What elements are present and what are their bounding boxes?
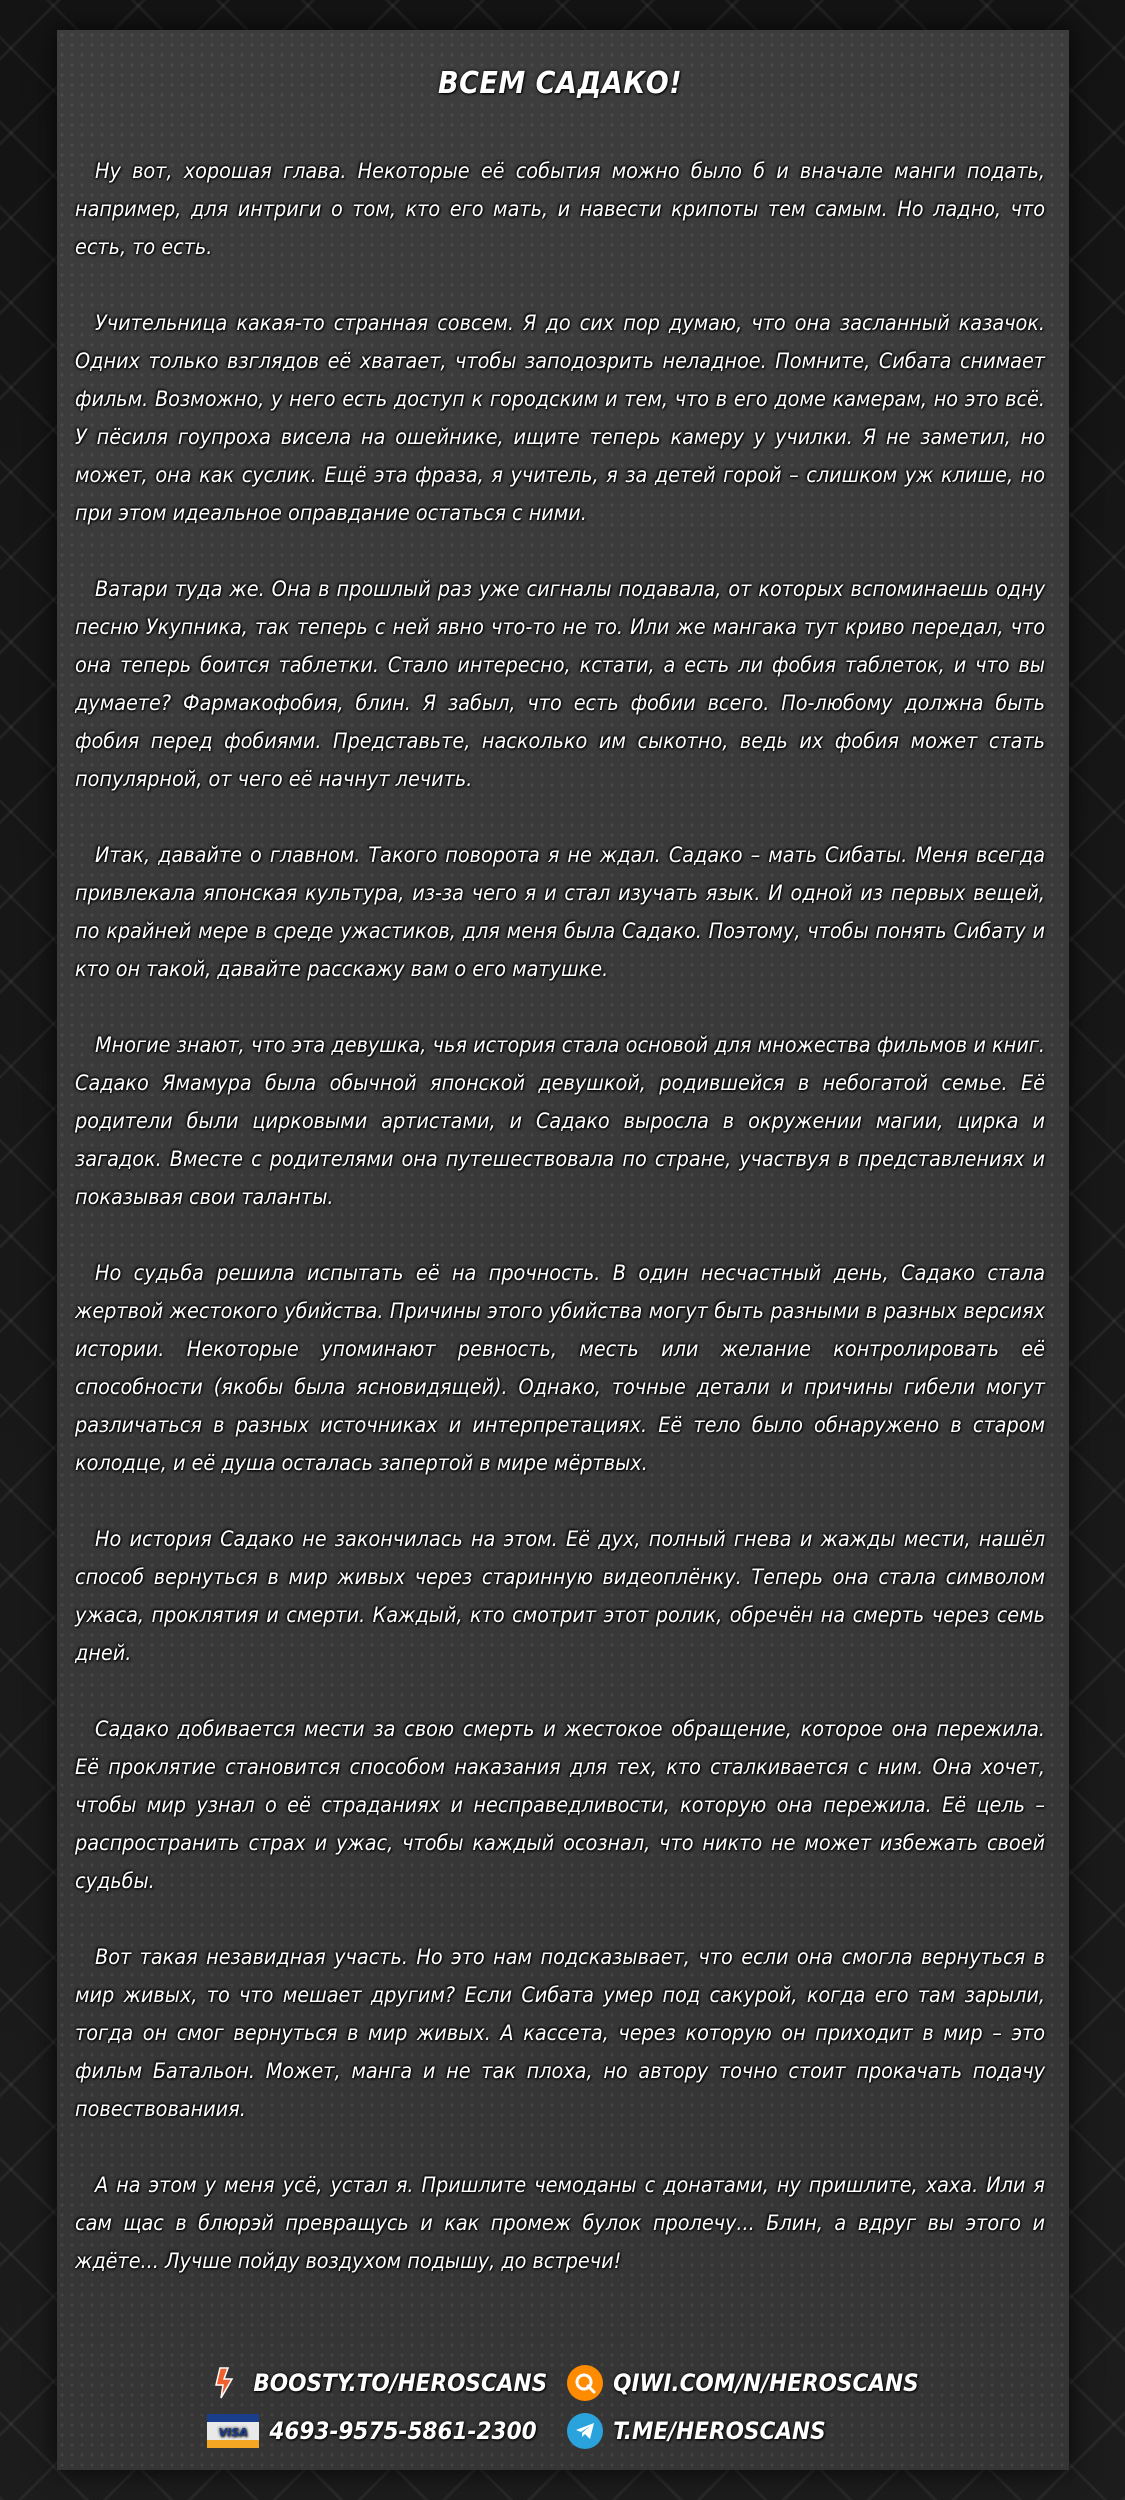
paragraph: Но судьба решила испытать её на прочность. В один несчастный день, Садако стала жертвой жестокого убийства. Причины этого убийства могут быть разными в разных версиях истории. Некоторые упоминают ревность, месть или желание контролировать её способности (якобы была ясновидящей). Однако, точные детали и причины гибели могут различаться в разных источниках и интерпретациях. Её тело было обнаружено в старом колодце, и её душа осталась запертой в мире мёртвых. [75,1261,1045,1476]
qiwi-icon [567,2365,603,2401]
card-number-label: 4693-9575-5861-2300 [269,2417,537,2445]
paragraph: Садако добивается мести за свою смерть и жестокое обращение, которое она пережила. Её проклятие становится способом наказания для тех, кто сталкивается с ним. Она хочет, чтобы мир узнал о её страданиях и несправедливости, которую она пережила. Её цель – распространить страх и ужас, чтобы каждый осознал, что никто не может избежать своей судьбы. [75,1717,1045,1894]
boosty-link[interactable] [207,2365,547,2401]
qiwi-label: QIWI.COM/N/HEROSCANS [613,2369,919,2397]
content-panel [57,30,1069,2470]
paragraph: А на этом у меня усё, устал я. Пришлите чемоданы с донатами, ну пришлите, хаха. Или я сам щас в блюрэй превращусь и как промеж булок пролечу... Блин, а вдруг вы этого и ждёте... Лучше пойду воздухом подышу, до встречи! [75,2173,1045,2274]
card-number[interactable] [207,2413,547,2449]
donation-links [57,2365,1069,2449]
qiwi-link[interactable] [567,2365,919,2401]
telegram-label: T.ME/HEROSCANS [613,2417,826,2445]
paragraph: Многие знают, что эта девушка, чья история стала основой для множества фильмов и книг. Садако Ямамура была обычной японской девушкой, родившейся в небогатой семье. Её родители были цирковыми артистами, и Садако выросла в окружении магии, цирка и загадок. Вместе с родителями она путешествовала по стране, участвуя в представлениях и показывая свои таланты. [75,1033,1045,1210]
paragraph: Ватари туда же. Она в прошлый раз уже сигналы подавала, от которых вспоминаешь одну песню Укупника, так теперь с ней явно что-то не то. Или же мангака тут криво передал, что она теперь боится таблетки. Стало интересно, кстати, а есть ли фобия таблеток, и что вы думаете? Фармакофобия, блин. Я забыл, что есть фобии всего. По-любому должна быть фобия перед фобиями. Представьте, насколько им сыкотно, ведь их фобия может стать популярной, от чего её начнут лечить. [75,577,1045,792]
telegram-link[interactable] [567,2413,919,2449]
visa-text: VISA [218,2426,248,2439]
boosty-label: BOOSTY.TO/HEROSCANS [253,2369,548,2397]
paragraph: Итак, давайте о главном. Такого поворота я не ждал. Садако – мать Сибаты. Меня всегда привлекала японская культура, из-за чего я и стал изучать язык. И одной из первых вещей, по крайней мере в среде ужастиков, для меня была Садако. Поэтому, чтобы понять Сибату и кто он такой, давайте расскажу вам о его матушке. [75,843,1045,982]
paragraph: Ну вот, хорошая глава. Некоторые её события можно было б и вначале манги подать, например, для интриги о том, кто его мать, и навести крипоты тем самым. Но ладно, что есть, то есть. [75,159,1045,260]
telegram-icon [567,2413,603,2449]
page-title: ВСЕМ САДАКО! [438,66,682,101]
boosty-icon [207,2365,243,2401]
paragraph: Учительница какая-то странная совсем. Я до сих пор думаю, что она засланный казачок. Одних только взглядов её хватает, чтобы заподозрить неладное. Помните, Сибата снимает фильм. Возможно, у него есть доступ к городским и тем, что в его доме камерам, но это всё. У пёсиля гоупроха висела на ошейнике, ищите теперь камеру у училки. Я не заметил, но может, она как суслик. Ещё эта фраза, я учитель, я за детей горой – слишком уж клише, но при этом идеальное оправдание остаться с ними. [75,311,1045,526]
paragraph: Вот такая незавидная участь. Но это нам подсказывает, что если она смогла вернуться в мир живых, то что мешает другим? Если Сибата умер под сакурой, когда его там зарыли, тогда он смог вернуться в мир живых. А кассета, через которую он приходит в мир – это фильм Батальон. Может, манга и не так плоха, но автору точно стоит прокачать подачу повествованиия. [75,1945,1045,2122]
paragraph: Но история Садако не закончилась на этом. Её дух, полный гнева и жажды мести, нашёл способ вернуться в мир живых через старинную видеоплёнку. Теперь она стала символом ужаса, проклятия и смерти. Каждый, кто смотрит этот ролик, обречён на смерть через семь дней. [75,1527,1045,1666]
visa-card-icon [207,2414,259,2448]
